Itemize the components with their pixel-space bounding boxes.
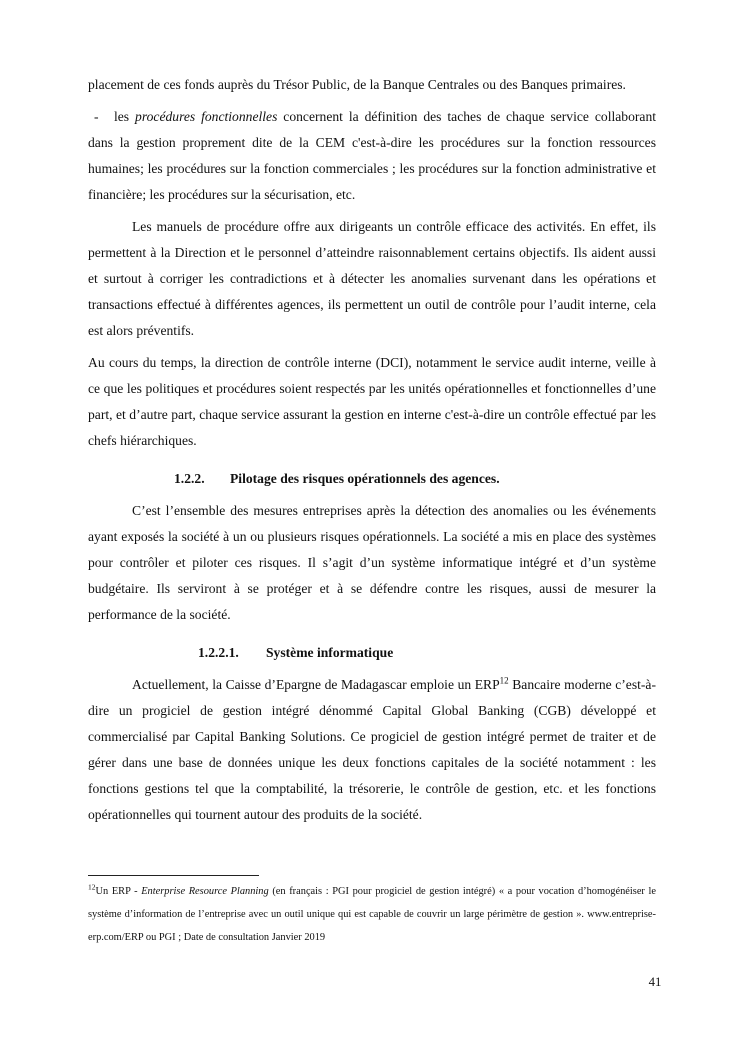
footnote-lead: Un ERP - (95, 886, 142, 897)
bullet-text (88, 104, 656, 208)
bullet-italic-term: procédures fonctionnelles (135, 109, 278, 124)
erp-text-after: Bancaire moderne c’est-à-dire un progiciel de gestion intégré dénommé Capital Global Banking (CGB) développé et commercialisé par Capital Banking Solutions. Ce progiciel de gestion intégré permet de traiter et de gérer dans une base de données unique les deux fonctions capitales de la société notamment : les fonctions gestions tel que la comptabilité, la trésorerie, le contrôle de gestion, etc. et les fonctions opérationnelles qui tournent autour des produits de la société. (88, 677, 656, 822)
page-body (88, 72, 656, 828)
footnote (88, 880, 656, 949)
bullet-item-procedures (88, 104, 656, 208)
footnote-number: 12 (88, 882, 96, 892)
footnote-reference: 12 (499, 675, 509, 686)
footnote-separator (88, 875, 259, 876)
footnote-rest: (en français : PGI pour progiciel de gestion intégré) « a pour vocation d’homogénéiser le système d’information de l’entreprise avec un outil unique qui est capable de couvrir un large périmètre de gestion ». www.entreprise-erp.com/ERP ou PGI ; Date de consultation Janvier 2019 (88, 886, 657, 943)
page-number: 41 (648, 975, 662, 989)
paragraph-internal-control: Au cours du temps, la direction de contrôle interne (DCI), notamment le service audit interne, veille à ce que les politiques et procédures soient respectés par les unités opérationnelles et fonctionnelles d’une part, et d’autre part, chaque service assurant la gestion en interne c'est-à-dire un contrôle effectué par les chefs hiérarchiques. (88, 355, 656, 448)
bullet-lead: les (114, 109, 136, 124)
section-heading-1-2-2 (88, 466, 656, 492)
bullet-marker: - (94, 109, 99, 124)
paragraph-risk-steering: C’est l’ensemble des mesures entreprises après la détection des anomalies ou les événements ayant exposés la société à un ou plusieurs risques opérationnels. La société a mis en place des systèmes pour contrôler et piloter ces risques. Il s’agit d’un système informatique intégré et d’un système budgétaire. Ils serviront à se protéger et à se défendre contre les risques, aussi de mesurer la performance de la société. (88, 503, 656, 622)
section-number: 1.2.2. (174, 471, 205, 486)
erp-text-before: Actuellement, la Caisse d’Epargne de Madagascar emploie un ERP (132, 677, 500, 692)
section-heading-1-2-2-1 (88, 640, 656, 666)
subsection-title: Système informatique (266, 645, 394, 660)
paragraph-procedure-manuals: Les manuels de procédure offre aux dirigeants un contrôle efficace des activités. En effet, ils permettent à la Direction et le personnel d’atteindre raisonnablement certains objectifs. Ils aident aussi et surtout à corriger les contradictions et à détecter les anomalies survenant dans les opérations et transactions effectué à différentes agences, ils permettent un outil de contrôle pour l’audit interne, cela est alors préventifs. (88, 219, 656, 338)
footnote-italic: Enterprise Resource Planning (141, 886, 269, 897)
paragraph-fund-placement: placement de ces fonds auprès du Trésor Public, de la Banque Centrales ou des Banques primaires. (88, 77, 626, 92)
subsection-number: 1.2.2.1. (198, 645, 239, 660)
bullet-rest: concernent la définition des taches de chaque service collaborant dans la gestion proprement dite de la CEM c'est-à-dire les procédures sur la fonction ressources humaines; les procédures sur la fonction commerciales ; les procédures sur la fonction administrative et financière; les procédures sur la sécurisation, etc. (88, 109, 657, 202)
paragraph-information-system (88, 672, 656, 828)
section-title: Pilotage des risques opérationnels des agences. (230, 471, 500, 486)
